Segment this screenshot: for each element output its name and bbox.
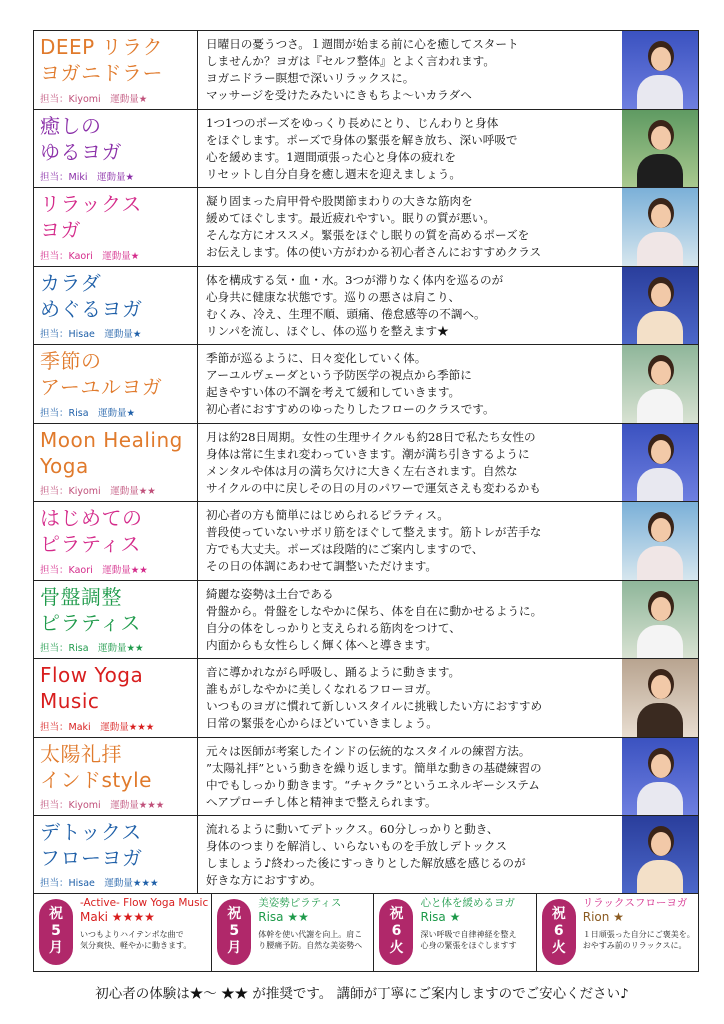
- class-description: [198, 816, 622, 893]
- class-row: [33, 187, 699, 266]
- description-line: メンタルや体は月の満ち欠けに大きく左右されます。自然な: [206, 463, 518, 478]
- exercise-level: 運動量★: [104, 329, 142, 340]
- photo-face: [651, 518, 671, 542]
- badge-char: 祝: [389, 906, 404, 922]
- instructor-name: 担当：Risa: [40, 407, 89, 419]
- class-title: [40, 741, 197, 793]
- instructor-name: 担当：Maki: [40, 721, 91, 733]
- photo-face: [651, 597, 671, 621]
- class-meta: [40, 640, 197, 658]
- class-title: [40, 191, 197, 243]
- class-title: [40, 584, 197, 636]
- instructor-photo: [622, 267, 698, 345]
- class-meta: [40, 91, 197, 109]
- class-meta: [40, 405, 197, 423]
- exercise-level: 運動量★★: [110, 486, 156, 497]
- class-name-cell: [34, 31, 198, 109]
- description-line: 心を緩めます。1週間頑張った心と身体の疲れを: [206, 149, 456, 164]
- class-title: [40, 270, 197, 322]
- description-line: 凝り固まった肩甲骨や股関節まわりの大きな筋肉を: [206, 194, 473, 208]
- exercise-level: 運動量★: [102, 250, 140, 262]
- class-title-line: デトックス: [40, 820, 142, 844]
- exercise-level: 運動量★★★: [104, 877, 159, 889]
- class-name-cell: [34, 738, 198, 816]
- badge-char: 祝: [49, 906, 63, 922]
- promo-text-line: 体幹を使い代謝を向上。肩こ: [258, 929, 363, 939]
- promo-text-line: 深い呼吸で自律神経を整え: [420, 929, 517, 939]
- promo-text-line: り腰痛予防。自然な美姿勢へ: [258, 940, 363, 950]
- photo-body: [637, 860, 683, 893]
- description-line: 体を構成する気・血・水。3つが滞りなく体内を巡るのが: [206, 272, 504, 287]
- photo-body: [637, 232, 683, 266]
- instructor-photo: [622, 816, 698, 893]
- class-row: [33, 30, 699, 109]
- photo-face: [651, 283, 671, 307]
- instructor-photo: [622, 345, 698, 423]
- promo-description: [583, 929, 695, 951]
- class-title-line: 骨盤調整: [40, 584, 122, 609]
- description-line: 起きやすい体の不調を考えて緩和していきます。: [206, 385, 461, 399]
- footer-note: 初心者の体験は★〜 ★★ が推奨です。 講師が丁寧にご案内しますのでご安心ください♪: [95, 986, 629, 1002]
- description-line: 綺麗な姿勢は土台である: [206, 586, 334, 601]
- instructor-photo: [622, 659, 698, 737]
- badge-char: 5: [51, 923, 61, 939]
- class-title-line: ヨガニドラー: [40, 61, 163, 85]
- promo-card: [212, 894, 374, 971]
- exercise-level: 運動量★★: [98, 643, 144, 654]
- class-title-line: Yoga: [40, 453, 89, 478]
- class-meta: [40, 248, 197, 266]
- class-title-line: はじめての: [40, 506, 143, 530]
- class-row: [33, 580, 699, 659]
- class-row: [33, 737, 699, 816]
- photo-body: [637, 468, 683, 502]
- description-line: その日の体調にあわせて調整いただけます。: [206, 559, 437, 573]
- description-line: 日常の緊張を心からほどいていきましょう。: [206, 716, 438, 730]
- promo-description: [258, 929, 370, 951]
- description-line: 心身共に健康な状態です。巡りの悪さは肩こり、: [206, 289, 461, 304]
- description-line: へアプローチし体と精神まで整えられます。: [206, 794, 437, 809]
- class-title-line: ピラティス: [40, 532, 141, 556]
- photo-face: [651, 47, 671, 71]
- promo-instructor: Risa ★★: [258, 909, 309, 924]
- promo-instructor: Risa ★: [420, 909, 461, 924]
- class-title: [40, 427, 197, 479]
- photo-face: [651, 440, 671, 464]
- badge-char: 祝: [227, 906, 242, 922]
- instructor-name: 担当：Kaori: [40, 250, 93, 262]
- promo-instructor: Rion ★: [582, 909, 624, 924]
- class-title-line: Music: [40, 689, 100, 713]
- promo-description: [80, 929, 208, 951]
- photo-body: [637, 703, 683, 737]
- class-title-line: ピラティス: [40, 610, 141, 635]
- instructor-photo: [622, 581, 698, 659]
- photo-face: [651, 361, 671, 385]
- badge-char: 6: [553, 923, 564, 939]
- description-line: 初心者の方も簡単にはじめられるピラティス。: [206, 508, 449, 522]
- instructor-photo: [622, 738, 698, 816]
- description-line: ヨガニドラー瞑想で深いリラックスに。: [206, 71, 415, 85]
- class-title: [40, 819, 197, 871]
- class-description: [198, 110, 622, 188]
- class-row: [33, 266, 699, 345]
- class-name-cell: [34, 424, 198, 502]
- description-line: 元々は医師が考案したインドの伝統的なスタイルの練習方法。: [206, 743, 531, 758]
- promo-instructor: Maki ★★★★: [80, 909, 155, 924]
- class-name-cell: [34, 345, 198, 423]
- badge-char: 6: [391, 923, 402, 939]
- class-title-line: DEEP リラク: [40, 35, 164, 59]
- description-line: 中でもしっかり動きます。“チャクラ”というエネルギーシステム: [206, 777, 540, 792]
- class-description: [198, 502, 622, 580]
- photo-face: [651, 754, 671, 778]
- description-line: アーユルヴェーダという予防医学の視点から季節に: [206, 368, 472, 382]
- exercise-level: 運動量★★★: [100, 721, 155, 733]
- class-row: [33, 658, 699, 737]
- description-line: 内面からも女性らしく輝く体へと導きます。: [206, 637, 437, 652]
- class-title-line: インドstyle: [40, 767, 152, 792]
- instructor-name: 担当：Kiyomi: [40, 800, 101, 811]
- description-line: 身体のつまりを解消し、いらないものを手放しデトックス: [206, 839, 507, 853]
- photo-body: [637, 75, 683, 109]
- instructor-name: 担当：Kiyomi: [40, 486, 101, 497]
- description-line: お伝えします。体の使い方がわかる初心者さんにおすすめクラス: [206, 245, 542, 259]
- promo-strip: [33, 894, 699, 972]
- class-description: [198, 31, 622, 109]
- class-meta: [40, 797, 197, 815]
- promo-title: 心と体を緩めるヨガ: [420, 896, 515, 909]
- instructor-name: 担当：Hisae: [40, 329, 95, 340]
- class-title-line: Flow Yoga: [40, 663, 144, 687]
- description-line: 方でも大丈夫。ポーズは段階的にご案内しますので、: [206, 542, 484, 556]
- class-name-cell: [34, 188, 198, 266]
- class-title-line: フローヨガ: [40, 846, 143, 870]
- class-name-cell: [34, 581, 198, 659]
- description-line: 1つ1つのポーズをゆっくり長めにとり、じんわりと身体: [206, 115, 499, 130]
- class-description: [198, 345, 622, 423]
- class-name-cell: [34, 110, 198, 188]
- class-name-cell: [34, 659, 198, 737]
- class-title-line: Moon Healing: [40, 427, 183, 452]
- class-title: [40, 662, 197, 714]
- description-line: 音に導かれながら呼吸し、踊るように動きます。: [206, 665, 461, 679]
- promo-description: [420, 929, 532, 951]
- class-schedule-sheet: [33, 30, 699, 972]
- description-line: 日曜日の憂うつさ。１週間が始まる前に心を癒してスタート: [206, 37, 519, 51]
- description-line: 季節が巡るように、日々変化していく体。: [206, 351, 427, 365]
- description-line: 骨盤から。骨盤をしなやかに保ち、体を自在に動かせるように。: [206, 603, 543, 618]
- instructor-name: 担当：Kiyomi: [40, 93, 101, 105]
- class-row: [33, 423, 699, 502]
- exercise-level: 運動量★: [97, 172, 135, 183]
- description-line: しましょう♪終わった後にすっきりとした解放感を感じるのが: [206, 856, 526, 870]
- description-line: 月は約28日周期。女性の生理サイクルも約28日で私たち女性の: [206, 429, 536, 444]
- promo-title: -Active- Flow Yoga Music: [80, 896, 209, 909]
- instructor-photo: [622, 502, 698, 580]
- photo-face: [651, 832, 671, 856]
- holiday-badge: [39, 899, 73, 965]
- instructor-name: 担当：Hisae: [40, 877, 95, 889]
- description-line: リセットし自分自身を癒し週末を迎えましょう。: [206, 166, 461, 181]
- description-line: 誰もがしなやかに美しくなれるフローヨガ。: [206, 682, 438, 696]
- exercise-level: 運動量★★: [102, 564, 148, 576]
- class-meta: [40, 719, 197, 737]
- class-name-cell: [34, 502, 198, 580]
- class-description: [198, 424, 622, 502]
- class-title: [40, 505, 197, 557]
- promo-card: [374, 894, 536, 971]
- class-title: [40, 34, 197, 86]
- instructor-photo: [622, 31, 698, 109]
- class-meta: [40, 562, 197, 580]
- photo-face: [651, 675, 671, 699]
- description-line: そんな方にオススメ。緊張をほぐし眠りの質を高めるポーズを: [206, 228, 530, 242]
- class-meta: [40, 875, 197, 893]
- description-line: 緩めてほぐします。最近疲れやすい。眠りの質が悪い。: [206, 211, 495, 225]
- description-line: サイクルの中に戻しその日の月のパワーで運気さえも変わるかも: [206, 480, 541, 495]
- holiday-badge: [542, 899, 576, 965]
- promo-card: [537, 894, 698, 971]
- photo-body: [637, 154, 683, 188]
- class-row: [33, 344, 699, 423]
- class-description: [198, 659, 622, 737]
- photo-body: [637, 782, 683, 816]
- class-description: [198, 581, 622, 659]
- exercise-level: 運動量★: [98, 407, 136, 419]
- description-line: 自分の体をしっかりと支えられる筋肉をつけて、: [206, 620, 461, 635]
- photo-body: [637, 389, 683, 423]
- instructor-photo: [622, 424, 698, 502]
- instructor-name: 担当：Miki: [40, 172, 88, 183]
- class-row: [33, 109, 699, 188]
- class-meta: [40, 483, 197, 501]
- photo-body: [637, 546, 683, 580]
- class-list: [33, 30, 699, 894]
- badge-char: 火: [389, 940, 404, 956]
- class-title-line: 癒しの: [40, 113, 102, 138]
- photo-body: [637, 625, 683, 659]
- class-description: [198, 267, 622, 345]
- class-title-line: 季節の: [40, 349, 102, 373]
- photo-body: [637, 311, 683, 345]
- instructor-photo: [622, 188, 698, 266]
- description-line: リンパを流し、ほぐし、体の巡りを整えます★: [206, 323, 449, 338]
- exercise-level: 運動量★★★: [110, 800, 165, 811]
- class-title: [40, 113, 197, 165]
- promo-text-line: 心身の緊張をほぐしますす: [420, 940, 517, 950]
- promo-text-line: １日頑張った自分にご褒美を。: [582, 929, 695, 939]
- description-line: しませんか？ヨガは『セルフ整体』とよく言われます。: [206, 54, 495, 68]
- photo-face: [651, 126, 671, 150]
- class-title-line: ゆるヨガ: [40, 139, 122, 164]
- promo-text-line: おやすみ前のリラックスに。: [582, 940, 687, 950]
- class-row: [33, 815, 699, 894]
- class-title-line: カラダ: [40, 270, 102, 295]
- class-meta: [40, 169, 197, 187]
- description-line: マッサージを受けたみたいにきもちよ〜いカラダへ: [206, 88, 472, 102]
- badge-char: 祝: [551, 906, 566, 922]
- badge-char: 5: [229, 923, 240, 939]
- promo-title: 美姿勢ピラティス: [258, 896, 342, 909]
- holiday-badge: [217, 899, 251, 965]
- promo-text-line: 気分爽快、軽やかに動きます。: [80, 940, 192, 950]
- class-name-cell: [34, 267, 198, 345]
- holiday-badge: [379, 899, 413, 965]
- description-line: 好きな方におすすめ。: [206, 873, 322, 887]
- badge-char: 月: [227, 940, 242, 956]
- class-title-line: リラックス: [40, 192, 142, 216]
- class-title-line: ヨガ: [40, 218, 81, 242]
- class-title-line: めぐるヨガ: [40, 296, 143, 321]
- class-title-line: 太陽礼拝: [40, 741, 122, 766]
- description-line: ”太陽礼拝”という動きを繰り返します。簡単な動きの基礎練習の: [206, 760, 542, 775]
- description-line: いつものヨガに慣れて新しいスタイルに挑戦したい方におすすめ: [206, 699, 543, 713]
- description-line: 身体は常に生まれ変わっていきます。潮が満ち引きするように: [206, 446, 530, 461]
- instructor-name: 担当：Risa: [40, 643, 89, 654]
- description-line: むくみ、冷え、生理不順、頭痛、倦怠感等の不調へ。: [206, 306, 486, 321]
- class-title: [40, 348, 197, 400]
- class-description: [198, 188, 622, 266]
- badge-char: 火: [551, 940, 566, 956]
- promo-title: リラックスフローヨガ: [582, 896, 688, 909]
- description-line: 普段使っていないサボリ筋をほぐして整えます。筋トレが苦手な: [206, 525, 542, 539]
- class-name-cell: [34, 816, 198, 893]
- class-description: [198, 738, 622, 816]
- class-title-line: アーユルヨガ: [40, 375, 163, 399]
- photo-face: [651, 204, 671, 228]
- description-line: をほぐします。ポーズで身体の緊張を解き放ち、深い呼吸で: [206, 132, 518, 147]
- exercise-level: 運動量★: [110, 93, 148, 105]
- description-line: 流れるように動いてデトックス。60分しっかりと動き、: [206, 822, 499, 836]
- class-row: [33, 501, 699, 580]
- instructor-name: 担当：Kaori: [40, 564, 93, 576]
- promo-card: [34, 894, 212, 971]
- class-meta: [40, 326, 197, 344]
- promo-text-line: いつもよりハイテンポな曲で: [80, 929, 184, 939]
- description-line: 初心者におすすめのゆったりしたフローのクラスです。: [206, 402, 495, 416]
- badge-char: 月: [49, 940, 63, 956]
- instructor-photo: [622, 110, 698, 188]
